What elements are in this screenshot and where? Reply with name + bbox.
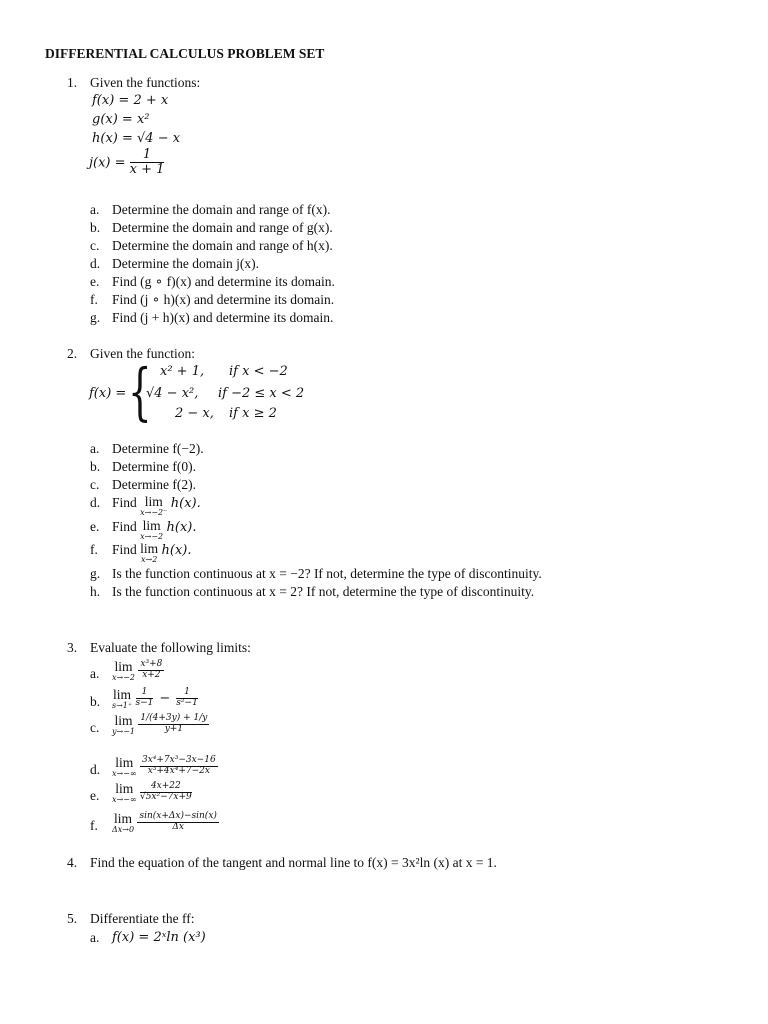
piecewise-case-cond: if x < −2 <box>229 364 288 379</box>
problem-1-item-letter: c. <box>90 238 100 253</box>
piecewise-case-expr: 2 − x, <box>175 406 214 421</box>
limit-fraction <box>140 782 192 803</box>
problem-1-item-letter: b. <box>90 220 101 235</box>
function-f: f(x) = 2 + x <box>92 93 169 108</box>
limit-expression <box>112 714 135 736</box>
limit-function: h(x). <box>166 520 197 535</box>
limit-subscript: x→−2⁻ <box>140 507 168 517</box>
limit-fraction <box>136 688 154 709</box>
problem-2-item-text: Find <box>112 495 137 510</box>
problem-3-item <box>112 812 219 834</box>
fraction-denominator: s−1 <box>135 698 154 709</box>
problem-2-item-text: Determine f(−2). <box>112 441 204 456</box>
limit-function: h(x). <box>170 496 201 511</box>
problem-1-item-text: Determine the domain j(x). <box>112 256 259 271</box>
fraction-denominator: s²−1 <box>176 698 198 709</box>
problem-2-item <box>112 519 197 541</box>
function-j-fraction <box>130 148 165 178</box>
limit-expression <box>112 812 134 834</box>
limit-subscript: x→−2 <box>140 531 164 541</box>
piecewise-case-expr: x² + 1, <box>160 364 205 379</box>
problem-2-item-letter: f. <box>90 542 98 557</box>
fraction-numerator: x³+8 <box>140 659 163 670</box>
problem-2-intro: Given the function: <box>90 346 195 361</box>
problem-3-item-letter: a. <box>90 666 100 681</box>
problem-2-item-text: Is the function continuous at x = 2? If not, determine the type of discontinuity. <box>112 584 535 599</box>
problem-1-item-text: Determine the domain and range of g(x). <box>112 220 333 235</box>
limit-subscript: y→−1 <box>112 726 136 736</box>
problem-3-item <box>112 782 192 804</box>
limit-label: lim <box>114 659 133 674</box>
function-j-numerator: 1 <box>130 148 165 163</box>
problem-5-item-letter: a. <box>90 930 100 945</box>
problem-3-item <box>112 714 209 736</box>
piecewise-case-cond: if x ≥ 2 <box>229 406 277 421</box>
limit-expression <box>112 688 132 710</box>
function-g: g(x) = x² <box>92 112 150 127</box>
problem-1-item-text: Find (j ∘ h)(x) and determine its domain. <box>112 292 335 307</box>
problem-2-item-text: Is the function continuous at x = −2? If not, determine the type of discontinuity. <box>112 566 542 581</box>
problem-3-item-letter: d. <box>90 762 101 777</box>
limit-label: lim <box>115 781 134 796</box>
limit-expression <box>140 495 167 517</box>
limit-expression <box>140 542 158 564</box>
problem-1-item-letter: d. <box>90 256 101 271</box>
limit-label: lim <box>113 687 132 702</box>
limit-expression <box>112 756 137 778</box>
problem-5-number: 5. <box>67 911 78 926</box>
limit-label: lim <box>144 494 163 509</box>
problem-4-number: 4. <box>67 855 78 870</box>
function-j-denominator: x + 1 <box>129 162 165 178</box>
problem-3-intro: Evaluate the following limits: <box>90 640 251 655</box>
limit-label: lim <box>114 713 133 728</box>
limit-fraction <box>138 714 209 735</box>
problem-2-item <box>112 495 201 517</box>
problem-3-item <box>112 688 198 710</box>
fraction-denominator: √5x²−7x+9 <box>139 792 192 803</box>
limit-expression <box>112 660 135 682</box>
fraction-numerator: 4x+22 <box>140 782 192 793</box>
limit-fraction <box>137 812 218 833</box>
fraction-denominator: x+2 <box>142 670 161 681</box>
problem-5-intro: Differentiate the ff: <box>90 911 195 926</box>
fraction-numerator: 1 <box>176 688 198 699</box>
limit-expression <box>112 782 137 804</box>
problem-3-item-letter: b. <box>90 694 101 709</box>
fraction-denominator: Δx <box>172 822 184 833</box>
limit-subscript: x→−∞ <box>112 794 137 804</box>
problem-2-item-letter: g. <box>90 566 101 581</box>
problem-1-item-letter: f. <box>90 292 98 307</box>
problem-2-item-text: Determine f(2). <box>112 477 196 492</box>
limit-label: lim <box>114 811 133 826</box>
piecewise-case-expr: √4 − x², <box>146 386 199 401</box>
fraction-numerator: 3x⁴+7x³−3x−16 <box>141 755 216 766</box>
problem-3-item-letter: c. <box>90 720 100 735</box>
problem-2-item-letter: d. <box>90 495 101 510</box>
problem-2-item-letter: a. <box>90 441 100 456</box>
limit-label: lim <box>115 755 134 770</box>
limit-subscript: x→−2 <box>112 672 136 682</box>
limit-subscript: x→−∞ <box>112 768 137 778</box>
limit-subscript: Δx→0 <box>112 824 135 834</box>
problem-1-item-text: Find (j + h)(x) and determine its domain. <box>112 310 334 325</box>
problem-1-item-letter: a. <box>90 202 100 217</box>
limit-fraction <box>140 756 218 777</box>
problem-3-number: 3. <box>67 640 78 655</box>
function-j <box>89 148 164 178</box>
problem-3-item-letter: f. <box>90 818 98 833</box>
problem-1-item-letter: e. <box>90 274 100 289</box>
fraction-numerator: sin(x+Δx)−sin(x) <box>139 811 217 822</box>
piecewise-left: f(x) = <box>89 386 127 401</box>
problem-2-item-letter: b. <box>90 459 101 474</box>
limit-fraction-2 <box>176 688 198 709</box>
problem-4-text: Find the equation of the tangent and normal line to f(x) = 3x²ln (x) at x = 1. <box>90 855 497 870</box>
limit-label: lim <box>140 541 159 556</box>
problem-3-item-letter: e. <box>90 788 100 803</box>
fraction-numerator: 1 <box>136 688 154 699</box>
problem-1-item-text: Determine the domain and range of h(x). <box>112 238 333 253</box>
fraction-denominator: y+1 <box>164 724 184 735</box>
problem-1-item-letter: g. <box>90 310 101 325</box>
problem-1-number: 1. <box>67 75 78 90</box>
piecewise-brace: { <box>128 355 152 428</box>
piecewise-case-cond: if −2 ≤ x < 2 <box>218 386 305 401</box>
problem-3-item <box>112 660 164 682</box>
fraction-numerator: 1/(4+3y) + 1/y <box>140 713 208 724</box>
problem-2-item-letter: c. <box>90 477 100 492</box>
limit-expression <box>140 519 163 541</box>
limit-label: lim <box>142 518 161 533</box>
function-h: h(x) = √4 − x <box>92 131 181 146</box>
problem-2-item <box>112 542 192 564</box>
problem-2-item-letter: h. <box>90 584 101 599</box>
problem-2-item-text: Determine f(0). <box>112 459 196 474</box>
problem-2-item-letter: e. <box>90 519 100 534</box>
limit-function: h(x). <box>161 543 192 558</box>
limit-subscript: x→2 <box>140 554 158 564</box>
function-j-left: j(x) = <box>89 155 126 171</box>
document-title: DIFFERENTIAL CALCULUS PROBLEM SET <box>45 46 325 61</box>
fraction-denominator: x³+4x⁴+7−2x <box>147 766 210 777</box>
minus-sign: − <box>159 690 171 706</box>
problem-5-item-text: f(x) = 2ˣln (x³) <box>112 930 206 945</box>
problem-2-item-text: Find <box>112 519 137 534</box>
problem-1-intro: Given the functions: <box>90 75 201 90</box>
problem-1-item-text: Determine the domain and range of f(x). <box>112 202 331 217</box>
problem-1-item-text: Find (g ∘ f)(x) and determine its domain. <box>112 274 335 289</box>
problem-2-number: 2. <box>67 346 78 361</box>
problem-2-item-text: Find <box>112 542 137 557</box>
limit-subscript: s→1⁺ <box>112 700 133 710</box>
limit-fraction <box>138 660 164 681</box>
problem-3-item <box>112 756 218 778</box>
